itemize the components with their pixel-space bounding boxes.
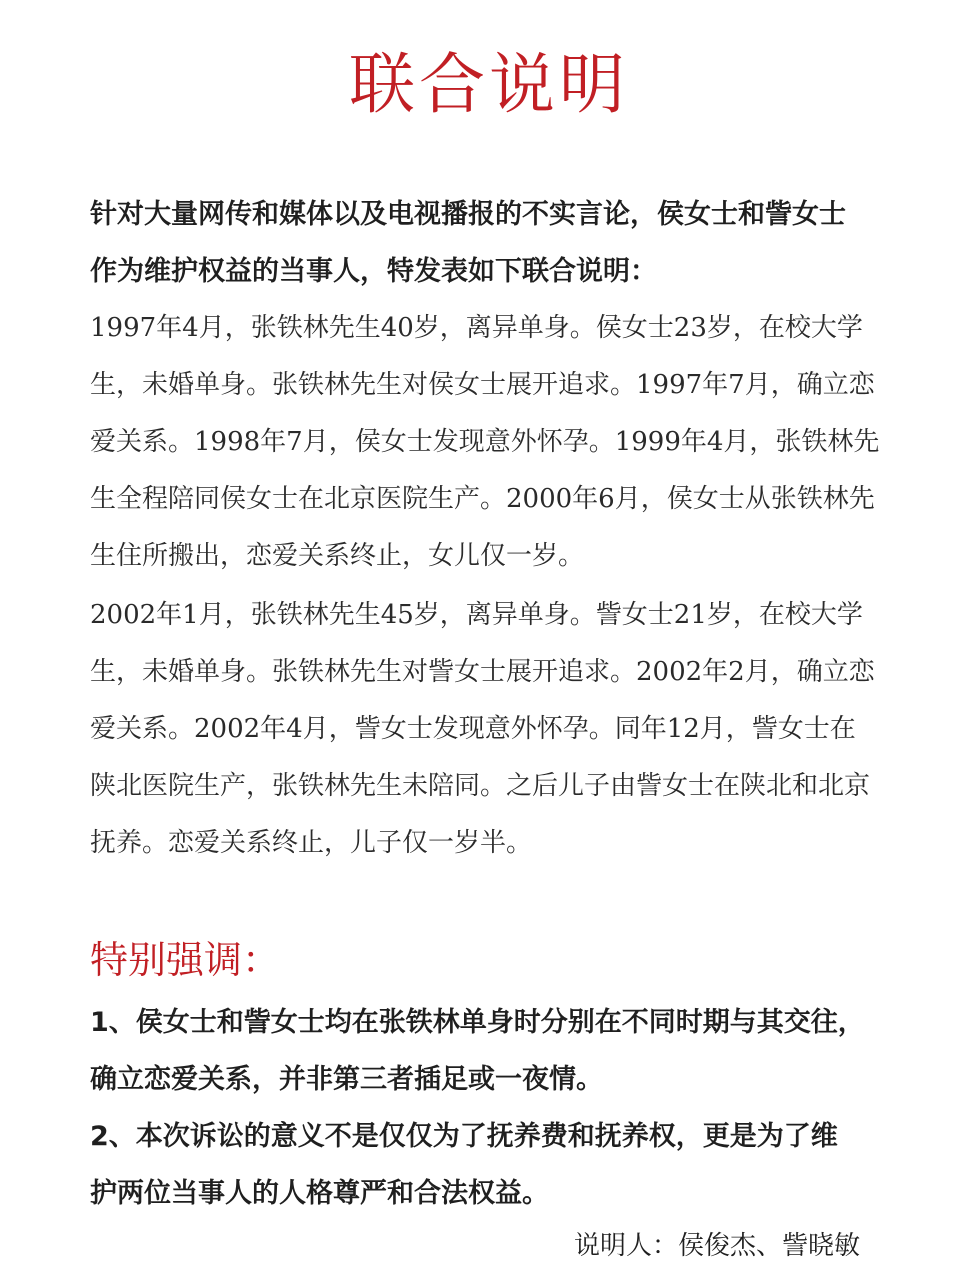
paragraph-line: 生，未婚单身。张铁林先生对訾女士展开追求。2002年2月，确立恋 (90, 657, 875, 687)
intro-line: 作为维护权益的当事人，特发表如下联合说明： (90, 256, 657, 287)
document-title: 联合说明 (349, 46, 629, 123)
paragraph-line: 爱关系。1998年7月，侯女士发现意外怀孕。1999年4月，张铁林先 (90, 427, 880, 457)
signature-line: 说明人：侯俊杰、訾晓敏 (573, 1231, 860, 1261)
paragraph-line: 抚养。恋爱关系终止，儿子仅一岁半。 (90, 828, 533, 858)
paragraph-line: 陕北医院生产，张铁林先生未陪同。之后儿子由訾女士在陕北和北京 (90, 771, 871, 801)
paragraph-line: 生，未婚单身。张铁林先生对侯女士展开追求。1997年7月，确立恋 (90, 370, 875, 400)
point-line: 1、侯女士和訾女士均在张铁林单身时分别在不同时期与其交往， (90, 1007, 865, 1038)
emphasis-heading: 特别强调： (90, 938, 281, 982)
paragraph-line: 生全程陪同侯女士在北京医院生产。2000年6月，侯女士从张铁林先 (90, 484, 875, 514)
paragraph-line: 1997年4月，张铁林先生40岁，离异单身。侯女士23岁，在校大学 (90, 313, 863, 343)
point-line: 护两位当事人的人格尊严和合法权益。 (90, 1178, 549, 1209)
paragraph-zi (90, 587, 875, 872)
paragraph-hou (90, 300, 880, 585)
paragraph-line: 2002年1月，张铁林先生45岁，离异单身。訾女士21岁，在校大学 (90, 600, 863, 630)
intro-line: 针对大量网传和媒体以及电视播报的不实言论，侯女士和訾女士 (90, 199, 846, 230)
point-line: 确立恋爱关系，并非第三者插足或一夜情。 (90, 1064, 603, 1095)
emphasis-points (90, 994, 865, 1222)
intro-paragraph (90, 186, 865, 300)
paragraph-line: 生住所搬出，恋爱关系终止，女儿仅一岁。 (90, 541, 585, 571)
point-line: 2、本次诉讼的意义不是仅仅为了抚养费和抚养权，更是为了维 (90, 1121, 838, 1152)
paragraph-line: 爱关系。2002年4月，訾女士发现意外怀孕。同年12月，訾女士在 (90, 714, 856, 744)
